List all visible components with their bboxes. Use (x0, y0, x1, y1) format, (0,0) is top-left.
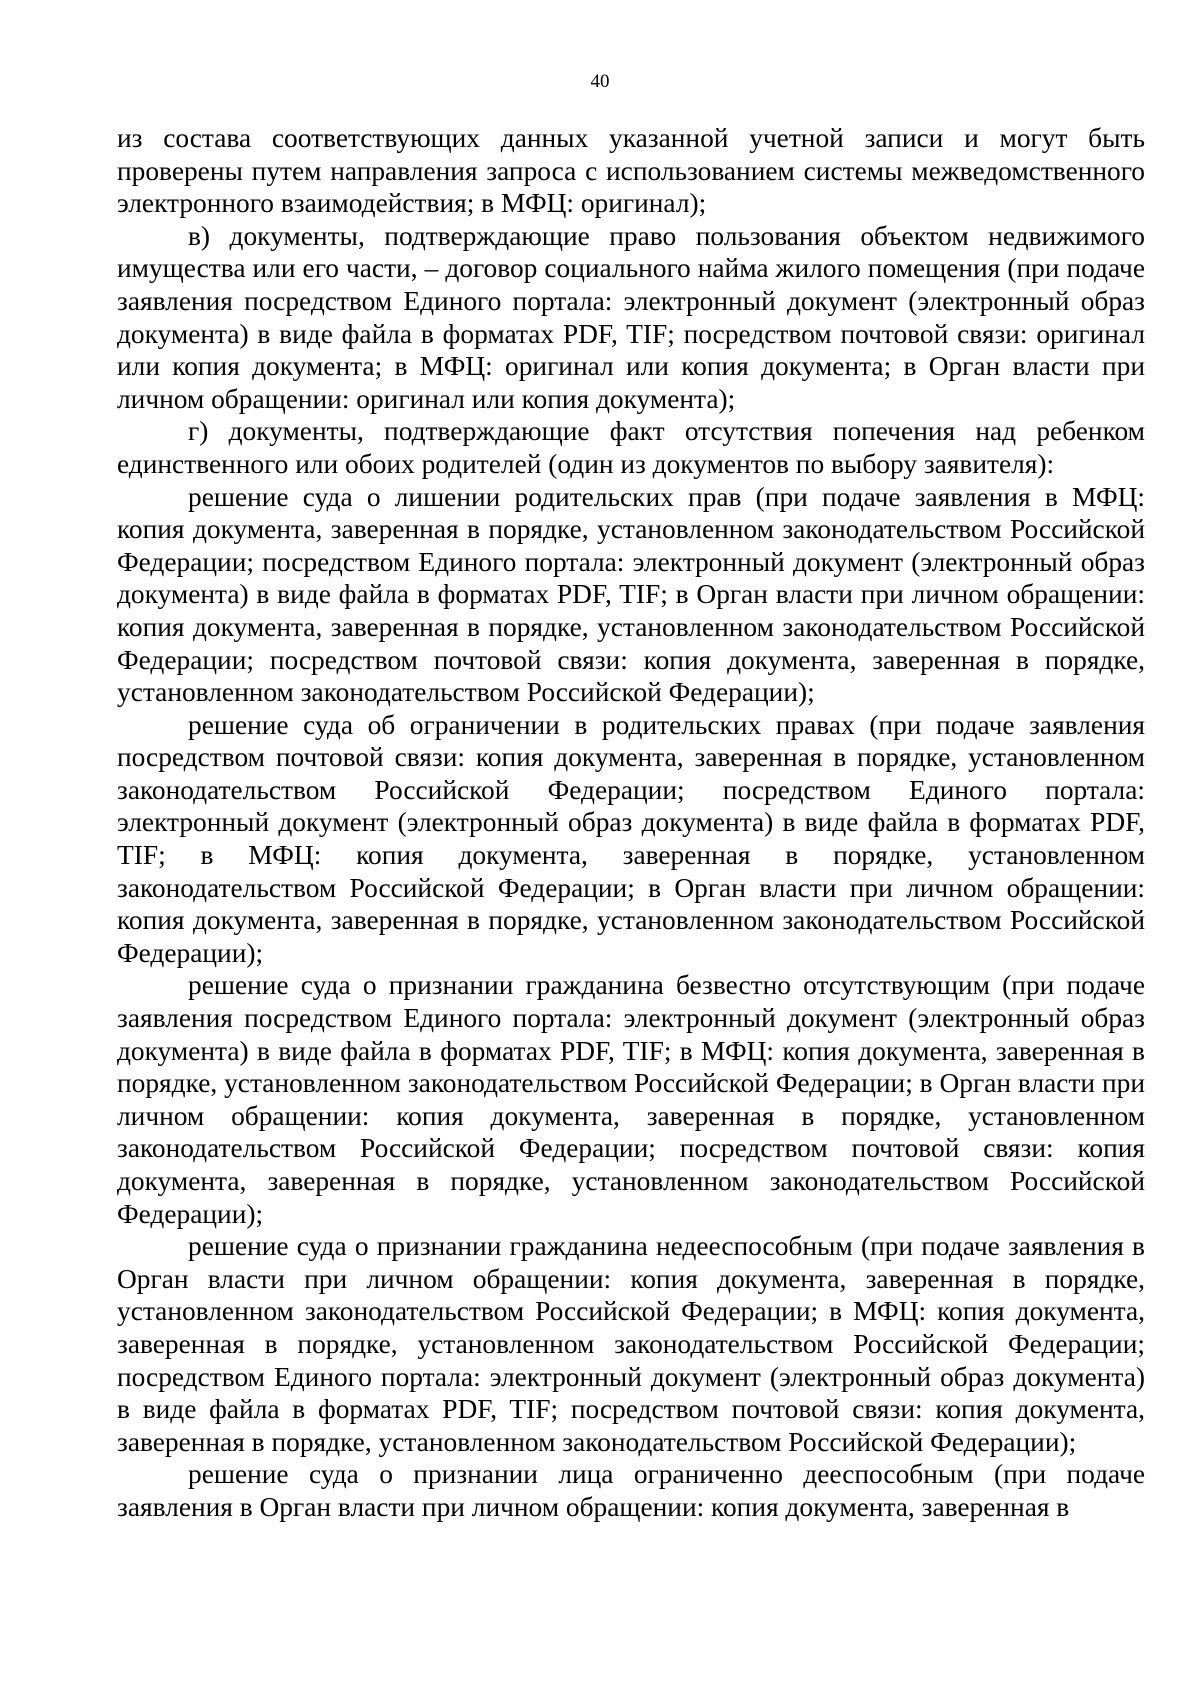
page-number: 40 (590, 71, 610, 92)
paragraph-court-decision-deprivation: решение суда о лишении родительских прав (при подаче заявления в МФЦ: копия документа, заверенная в порядке, установленном законодательством Российской Федерации; посредством Единого портала: электронный документ (электронный образ документа) в виде файла в форматах PDF, TIF; в Орган власти при личном обращении: копия документа, заверенная в порядке, установленном законодательством Российской Федерации; посредством почтовой связи: копия документа, заверенная в порядке, установленном законодательством Российской Федерации); (117, 481, 1145, 708)
paragraph-court-decision-limited-capacity: решение суда о признании лица ограниченно дееспособным (при подаче заявления в Орган власти при личном обращении: копия документа, заверенная в (117, 1459, 1145, 1522)
paragraph-court-decision-missing: решение суда о признании гражданина безвестно отсутствующим (при подаче заявления посредством Единого портала: электронный документ (электронный образ документа) в виде файла в форматах PDF, TIF; в МФЦ: копия документа, заверенная в порядке, установленном законодательством Российской Федерации; в Орган власти при личном обращении: копия документа, заверенная в порядке, установленном законодательством Российской Федерации; посредством почтовой связи: копия документа, заверенная в порядке, установленном законодательством Российской Федерации); (117, 970, 1145, 1229)
paragraph-item-g: г) документы, подтверждающие факт отсутствия попечения над ребенком единственного или обоих родителей (один из документов по выбору заявителя): (117, 416, 1145, 479)
document-body (117, 122, 1145, 1524)
paragraph-continuation: из состава соответствующих данных указанной учетной записи и могут быть проверены путем направления запроса с использованием системы межведомственного электронного взаимодействия; в МФЦ: оригинал); (117, 123, 1145, 219)
paragraph-court-decision-restriction: решение суда об ограничении в родительских правах (при подаче заявления посредством почтовой связи: копия документа, заверенная в порядке, установленном законодательством Российской Федерации; посредством Единого портала: электронный документ (электронный образ документа) в виде файла в форматах PDF, TIF; в МФЦ: копия документа, заверенная в порядке, установленном законодательством Российской Федерации; в Орган власти при личном обращении: копия документа, заверенная в порядке, установленном законодательством Российской Федерации); (117, 709, 1145, 968)
paragraph-court-decision-incapacitated: решение суда о признании гражданина недееспособным (при подаче заявления в Орган власти при личном обращении: копия документа, заверенная в порядке, установленном законодательством Российской Федерации; в МФЦ: копия документа, заверенная в порядке, установленном законодательством Российской Федерации; посредством Единого портала: электронный документ (электронный образ документа) в виде файла в форматах PDF, TIF; посредством почтовой связи: копия документа, заверенная в порядке, установленном законодательством Российской Федерации); (117, 1231, 1145, 1457)
paragraph-item-v: в) документы, подтверждающие право пользования объектом недвижимого имущества или его части, – договор социального найма жилого помещения (при подаче заявления посредством Единого портала: электронный документ (электронный образ документа) в виде файла в форматах PDF, TIF; посредством почтовой связи: оригинал или копия документа; в МФЦ: оригинал или копия документа; в Орган власти при личном обращении: оригинал или копия документа); (117, 220, 1145, 414)
